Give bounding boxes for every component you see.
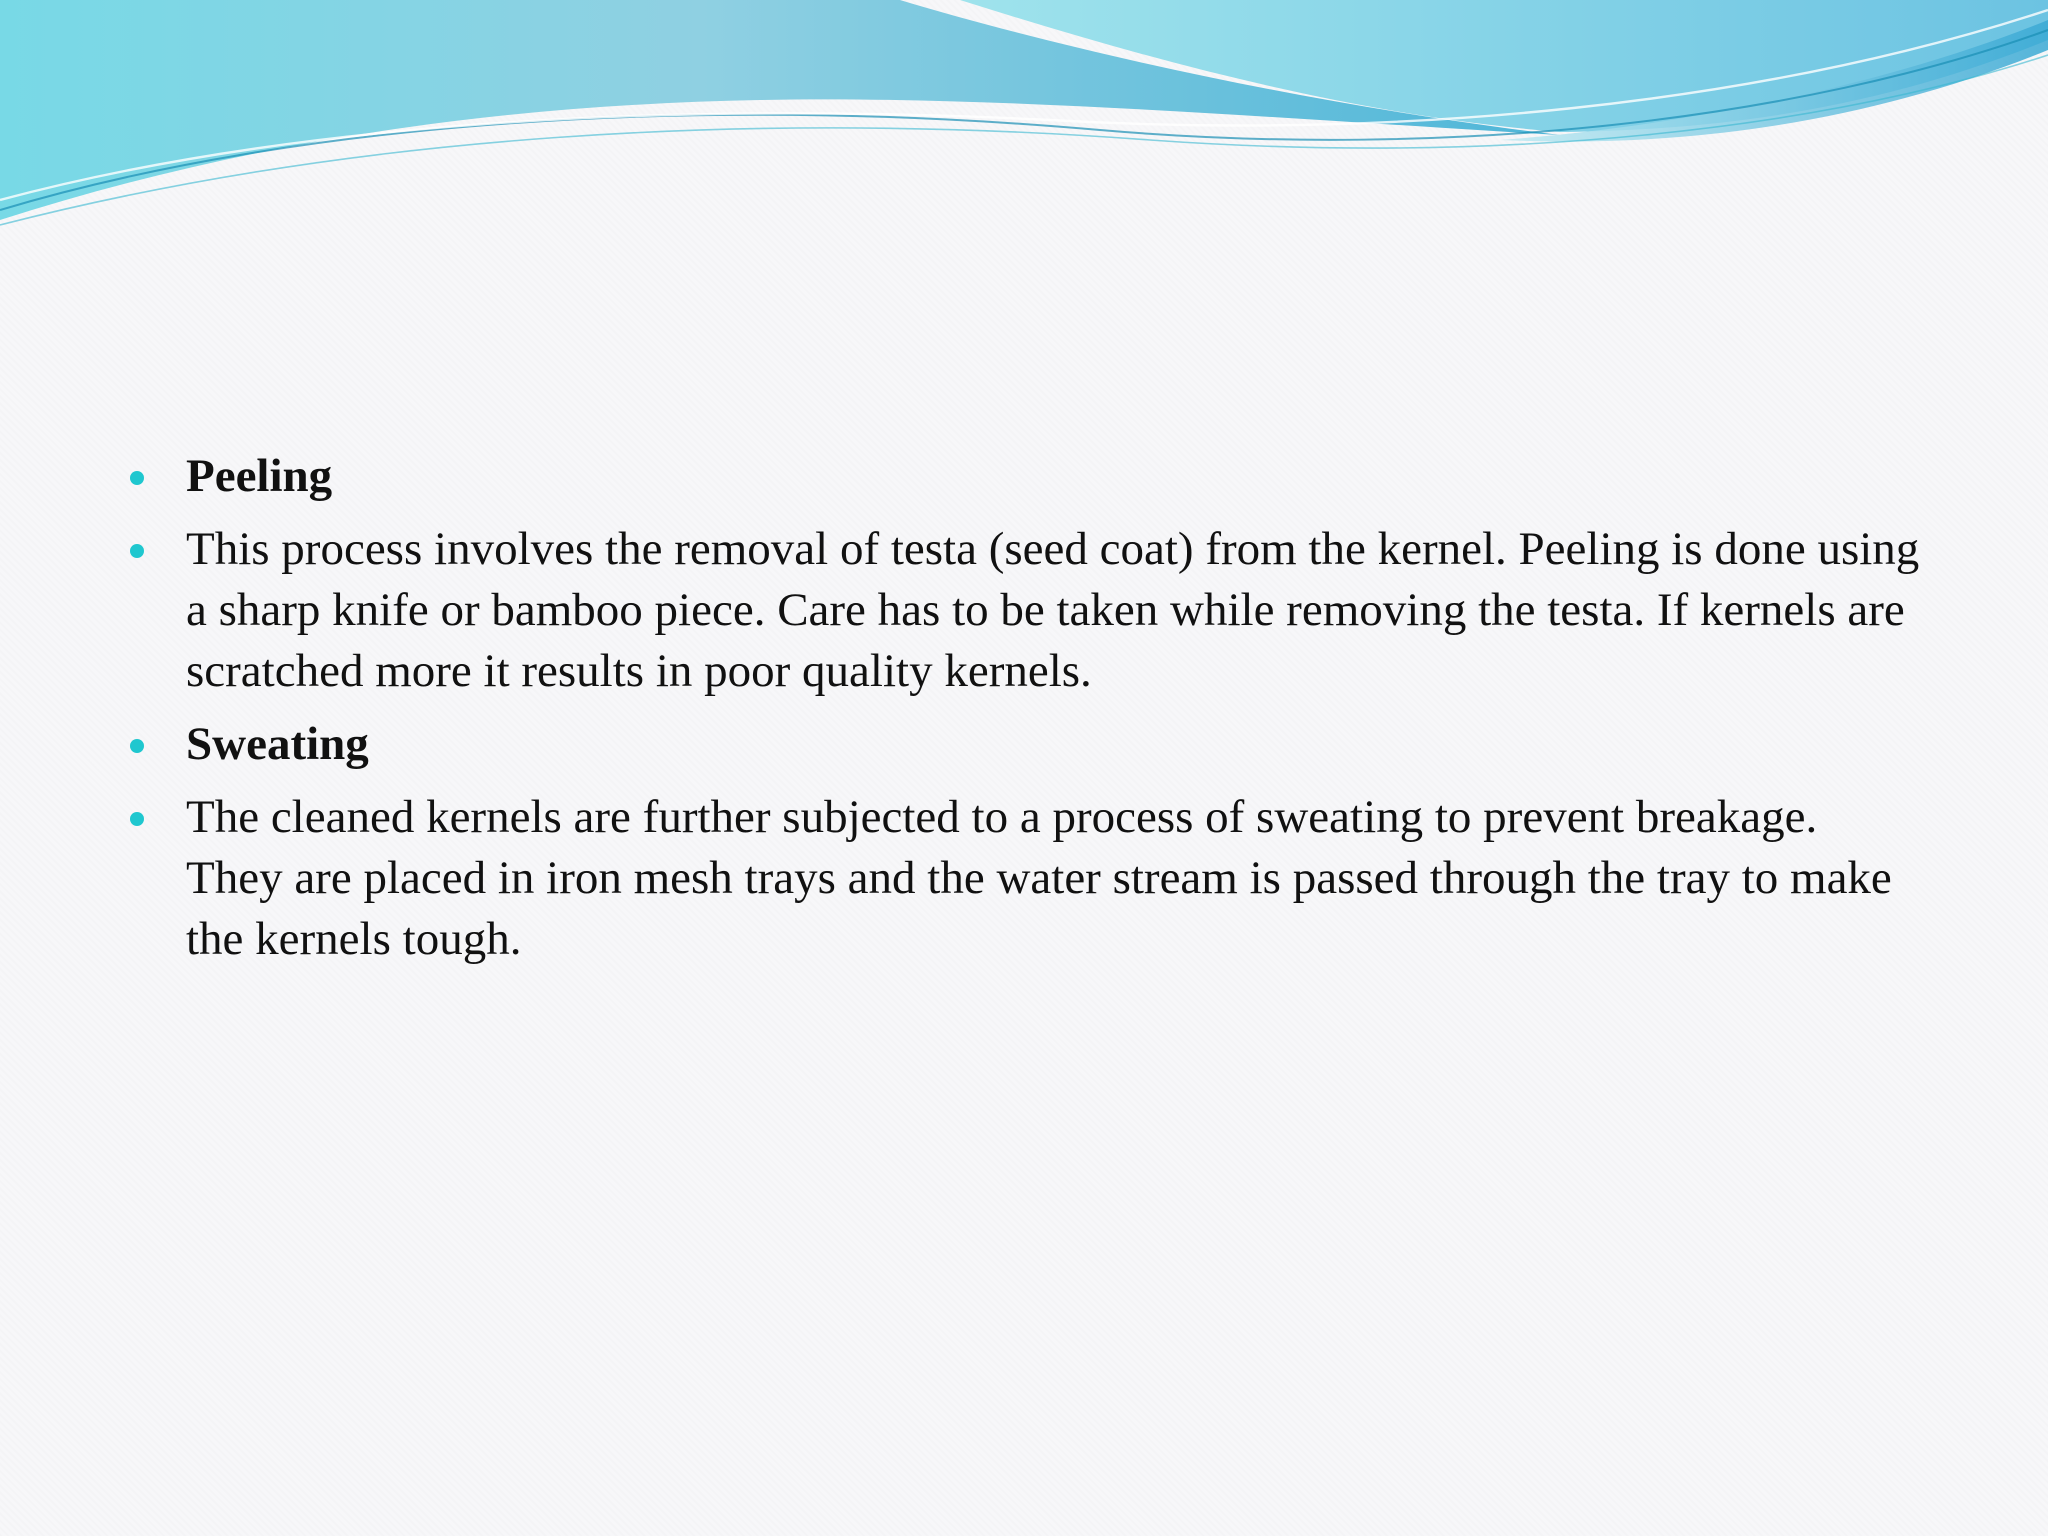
bullet-dot-icon: [130, 544, 144, 558]
bullet-body-text: This process involves the removal of testa (seed coat) from the kernel. Peeling is done using a sharp knife or bamboo piece. Care has to be taken while removing the testa. If kernels are scratched more it results in poor quality kernels.: [186, 523, 1920, 697]
bullet-item-sweating-description: [124, 787, 1924, 970]
header-wave-decoration: [0, 0, 2048, 240]
bullet-item-peeling-description: [124, 519, 1924, 702]
bullet-list: [124, 446, 1924, 982]
bullet-heading-text: Peeling: [186, 450, 333, 502]
bullet-body-text: The cleaned kernels are further subjected to a process of sweating to prevent breakage. They are placed in iron mesh trays and the water stream is passed through the tray to make the kernels tough.: [186, 791, 1892, 965]
bullet-item-peeling-heading: [124, 446, 1924, 507]
bullet-heading-text: Sweating: [186, 718, 369, 770]
bullet-item-sweating-heading: [124, 714, 1924, 775]
bullet-dot-icon: [130, 812, 144, 826]
bullet-dot-icon: [130, 471, 144, 485]
bullet-dot-icon: [130, 739, 144, 753]
